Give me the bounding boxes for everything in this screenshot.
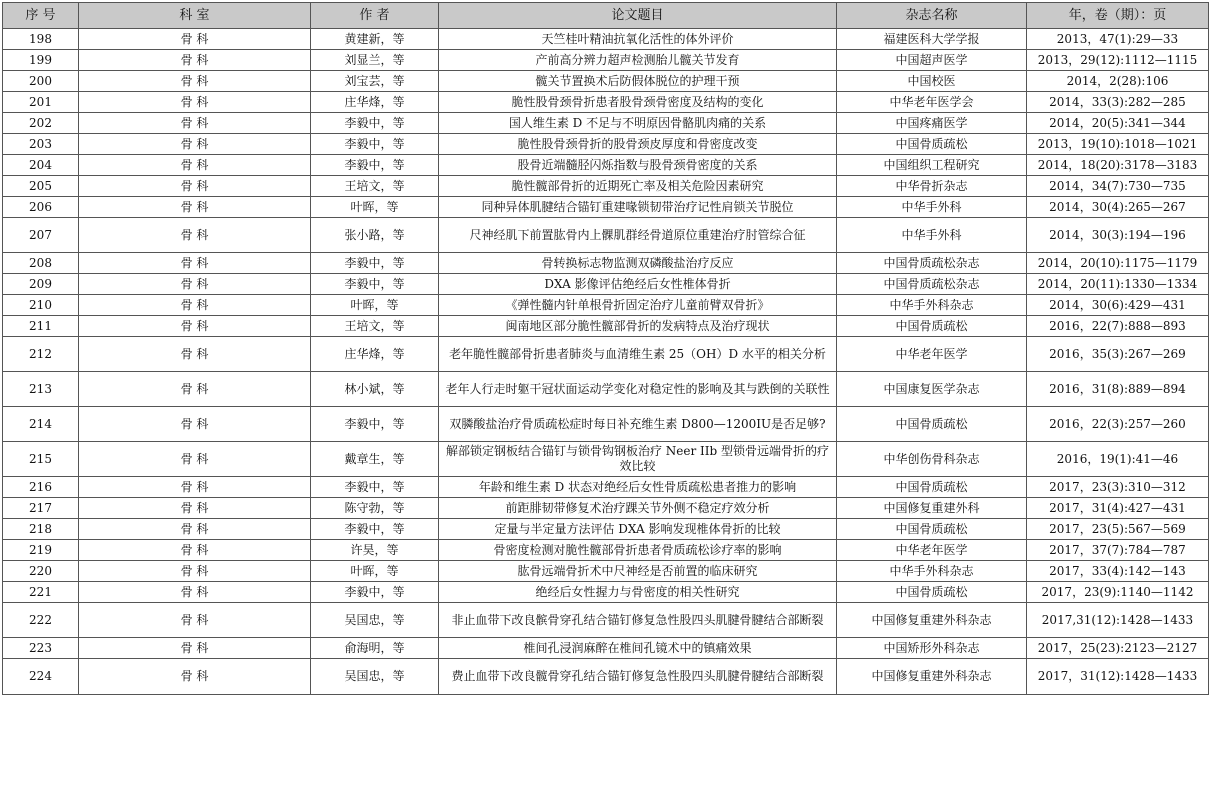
cell-journal: 中华手外科	[837, 197, 1027, 218]
cell-dept: 骨 科	[79, 197, 311, 218]
table-row	[3, 519, 1209, 540]
header-row	[3, 3, 1209, 29]
cell-author: 刘显兰，等	[311, 50, 439, 71]
cell-dept: 骨 科	[79, 442, 311, 477]
cell-journal: 中华老年医学	[837, 337, 1027, 372]
cell-pub: 2016，22(7):888—893	[1027, 316, 1209, 337]
cell-journal: 中国组织工程研究	[837, 155, 1027, 176]
cell-title: DXA 影像评估绝经后女性椎体骨折	[439, 274, 837, 295]
cell-author: 李毅中，等	[311, 113, 439, 134]
cell-journal: 中华手外科杂志	[837, 295, 1027, 316]
cell-pub: 2014，30(4):265—267	[1027, 197, 1209, 218]
cell-seq: 213	[3, 372, 79, 407]
cell-title: 产前高分辨力超声检测胎儿髋关节发育	[439, 50, 837, 71]
cell-pub: 2014，20(10):1175—1179	[1027, 253, 1209, 274]
cell-dept: 骨 科	[79, 477, 311, 498]
header-seq: 序 号	[3, 3, 79, 29]
cell-title: 尺神经肌下前置肱骨内上髁肌群经骨道原位重建治疗肘管综合征	[439, 218, 837, 253]
cell-journal: 中国超声医学	[837, 50, 1027, 71]
cell-journal: 中国骨质疏松	[837, 316, 1027, 337]
cell-title: 闽南地区部分脆性髋部骨折的发病特点及治疗现状	[439, 316, 837, 337]
cell-journal: 中华手外科杂志	[837, 561, 1027, 582]
cell-dept: 骨 科	[79, 176, 311, 197]
cell-seq: 209	[3, 274, 79, 295]
cell-dept: 骨 科	[79, 316, 311, 337]
header-journal: 杂志名称	[837, 3, 1027, 29]
table-row	[3, 561, 1209, 582]
cell-seq: 221	[3, 582, 79, 603]
cell-journal: 中国骨质疏松	[837, 477, 1027, 498]
cell-title: 椎间孔浸润麻醉在椎间孔镜术中的镇痛效果	[439, 638, 837, 659]
cell-author: 刘宝芸，等	[311, 71, 439, 92]
cell-title: 国人维生素 D 不足与不明原因骨骼肌肉痛的关系	[439, 113, 837, 134]
cell-dept: 骨 科	[79, 540, 311, 561]
table-header	[3, 3, 1209, 29]
cell-dept: 骨 科	[79, 638, 311, 659]
table-row	[3, 197, 1209, 218]
cell-seq: 206	[3, 197, 79, 218]
cell-pub: 2017，23(9):1140—1142	[1027, 582, 1209, 603]
cell-title: 脆性髋部骨折的近期死亡率及相关危险因素研究	[439, 176, 837, 197]
cell-author: 许昊，等	[311, 540, 439, 561]
cell-seq: 202	[3, 113, 79, 134]
cell-journal: 福建医科大学学报	[837, 29, 1027, 50]
cell-dept: 骨 科	[79, 498, 311, 519]
cell-author: 黄建新，等	[311, 29, 439, 50]
cell-seq: 211	[3, 316, 79, 337]
cell-journal: 中国修复重建外科	[837, 498, 1027, 519]
cell-title: 骨转换标志物监测双磷酸盐治疗反应	[439, 253, 837, 274]
cell-dept: 骨 科	[79, 253, 311, 274]
cell-dept: 骨 科	[79, 582, 311, 603]
cell-dept: 骨 科	[79, 337, 311, 372]
table-row	[3, 71, 1209, 92]
cell-author: 张小路，等	[311, 218, 439, 253]
cell-journal: 中国骨质疏松杂志	[837, 274, 1027, 295]
cell-author: 李毅中，等	[311, 407, 439, 442]
cell-author: 吴国忠，等	[311, 603, 439, 638]
cell-title: 肱骨远端骨折术中尺神经是否前置的临床研究	[439, 561, 837, 582]
cell-journal: 中华老年医学	[837, 540, 1027, 561]
cell-seq: 224	[3, 659, 79, 695]
table-row	[3, 638, 1209, 659]
cell-title: 双膦酸盐治疗骨质疏松症时每日补充维生素 D800—1200IU是否足够?	[439, 407, 837, 442]
cell-pub: 2016，19(1):41—46	[1027, 442, 1209, 477]
cell-seq: 210	[3, 295, 79, 316]
cell-title: 老年脆性髋部骨折患者肺炎与血清维生素 25（OH）D 水平的相关分析	[439, 337, 837, 372]
cell-pub: 2016，31(8):889—894	[1027, 372, 1209, 407]
table-row	[3, 274, 1209, 295]
cell-pub: 2014，18(20):3178—3183	[1027, 155, 1209, 176]
table-row	[3, 316, 1209, 337]
cell-seq: 222	[3, 603, 79, 638]
table-row	[3, 540, 1209, 561]
cell-author: 李毅中，等	[311, 134, 439, 155]
cell-dept: 骨 科	[79, 519, 311, 540]
cell-dept: 骨 科	[79, 603, 311, 638]
table-row	[3, 603, 1209, 638]
table-row	[3, 50, 1209, 71]
cell-pub: 2013，19(10):1018—1021	[1027, 134, 1209, 155]
cell-pub: 2014，2(28):106	[1027, 71, 1209, 92]
table-body	[3, 29, 1209, 695]
cell-author: 王培文，等	[311, 176, 439, 197]
cell-title: 老年人行走时躯干冠状面运动学变化对稳定性的影响及其与跌倒的关联性	[439, 372, 837, 407]
cell-title: 解部锁定钢板结合锚钉与锁骨钩钢板治疗 Neer IIb 型锁骨远端骨折的疗效比较	[439, 442, 837, 477]
cell-author: 俞海明，等	[311, 638, 439, 659]
cell-journal: 中国骨质疏松	[837, 582, 1027, 603]
cell-seq: 200	[3, 71, 79, 92]
cell-author: 叶晖，等	[311, 197, 439, 218]
cell-pub: 2017，23(3):310—312	[1027, 477, 1209, 498]
cell-seq: 208	[3, 253, 79, 274]
cell-title: 同种异体肌腱结合锚钉重建喙锁韧带治疗记性肩锁关节脱位	[439, 197, 837, 218]
table-row	[3, 218, 1209, 253]
cell-dept: 骨 科	[79, 295, 311, 316]
cell-title: 《弹性髓内针单根骨折固定治疗儿童前臂双骨折》	[439, 295, 837, 316]
cell-dept: 骨 科	[79, 274, 311, 295]
cell-dept: 骨 科	[79, 155, 311, 176]
cell-journal: 中国修复重建外科杂志	[837, 603, 1027, 638]
cell-journal: 中国康复医学杂志	[837, 372, 1027, 407]
header-pub: 年，卷（期）：页	[1027, 3, 1209, 29]
table-row	[3, 134, 1209, 155]
cell-seq: 216	[3, 477, 79, 498]
cell-author: 叶晖，等	[311, 561, 439, 582]
cell-journal: 中国骨质疏松杂志	[837, 253, 1027, 274]
cell-seq: 205	[3, 176, 79, 197]
cell-dept: 骨 科	[79, 407, 311, 442]
cell-title: 天竺桂叶精油抗氧化活性的体外评价	[439, 29, 837, 50]
cell-author: 庄华烽，等	[311, 92, 439, 113]
cell-author: 吴国忠，等	[311, 659, 439, 695]
cell-pub: 2017，37(7):784—787	[1027, 540, 1209, 561]
cell-journal: 中国矫形外科杂志	[837, 638, 1027, 659]
cell-journal: 中国骨质疏松	[837, 407, 1027, 442]
table-row	[3, 176, 1209, 197]
cell-title: 脆性股骨颈骨折患者股骨颈骨密度及结构的变化	[439, 92, 837, 113]
cell-title: 非止血带下改良髌骨穿孔结合锚钉修复急性股四头肌腱骨腱结合部断裂	[439, 603, 837, 638]
cell-dept: 骨 科	[79, 372, 311, 407]
cell-pub: 2013，47(1):29—33	[1027, 29, 1209, 50]
cell-pub: 2017，31(4):427—431	[1027, 498, 1209, 519]
cell-title: 费止血带下改良髋骨穿孔结合锚钉修复急性股四头肌腱骨腱结合部断裂	[439, 659, 837, 695]
cell-journal: 中国校医	[837, 71, 1027, 92]
cell-pub: 2014，20(11):1330—1334	[1027, 274, 1209, 295]
cell-seq: 218	[3, 519, 79, 540]
cell-seq: 214	[3, 407, 79, 442]
cell-seq: 212	[3, 337, 79, 372]
cell-author: 李毅中，等	[311, 519, 439, 540]
cell-pub: 2014，20(5):341—344	[1027, 113, 1209, 134]
table-row	[3, 253, 1209, 274]
cell-dept: 骨 科	[79, 134, 311, 155]
cell-seq: 215	[3, 442, 79, 477]
publication-table	[2, 2, 1209, 695]
table-row	[3, 659, 1209, 695]
cell-pub: 2016，22(3):257—260	[1027, 407, 1209, 442]
cell-pub: 2017，31(12):1428—1433	[1027, 659, 1209, 695]
cell-journal: 中华骨折杂志	[837, 176, 1027, 197]
cell-journal: 中国骨质疏松	[837, 519, 1027, 540]
table-row	[3, 442, 1209, 477]
cell-author: 李毅中，等	[311, 582, 439, 603]
table-row	[3, 337, 1209, 372]
cell-dept: 骨 科	[79, 561, 311, 582]
cell-seq: 198	[3, 29, 79, 50]
cell-seq: 203	[3, 134, 79, 155]
table-row	[3, 498, 1209, 519]
cell-pub: 2017,31(12):1428—1433	[1027, 603, 1209, 638]
cell-title: 髋关节置换术后防假体脱位的护理干预	[439, 71, 837, 92]
cell-dept: 骨 科	[79, 50, 311, 71]
table-row	[3, 155, 1209, 176]
table-row	[3, 582, 1209, 603]
header-title: 论文题目	[439, 3, 837, 29]
cell-title: 骨密度检测对脆性髋部骨折患者骨质疏松诊疗率的影响	[439, 540, 837, 561]
header-dept: 科 室	[79, 3, 311, 29]
cell-title: 年龄和维生素 D 状态对绝经后女性骨质疏松患者推力的影响	[439, 477, 837, 498]
table-row	[3, 295, 1209, 316]
cell-author: 李毅中，等	[311, 274, 439, 295]
cell-author: 李毅中，等	[311, 253, 439, 274]
cell-author: 叶晖，等	[311, 295, 439, 316]
cell-title: 定量与半定量方法评估 DXA 影响发现椎体骨折的比较	[439, 519, 837, 540]
cell-pub: 2014，33(3):282—285	[1027, 92, 1209, 113]
cell-title: 脆性股骨颈骨折的股骨颈皮厚度和骨密度改变	[439, 134, 837, 155]
cell-seq: 204	[3, 155, 79, 176]
cell-pub: 2017，23(5):567—569	[1027, 519, 1209, 540]
cell-title: 前距腓韧带修复术治疗踝关节外侧不稳定疗效分析	[439, 498, 837, 519]
cell-pub: 2017，25(23):2123—2127	[1027, 638, 1209, 659]
cell-title: 绝经后女性握力与骨密度的相关性研究	[439, 582, 837, 603]
cell-seq: 223	[3, 638, 79, 659]
cell-dept: 骨 科	[79, 92, 311, 113]
table-row	[3, 407, 1209, 442]
table-row	[3, 113, 1209, 134]
cell-dept: 骨 科	[79, 71, 311, 92]
cell-journal: 中国骨质疏松	[837, 134, 1027, 155]
cell-author: 林小斌，等	[311, 372, 439, 407]
cell-title: 股骨近端髓胫闪烁指数与股骨颈骨密度的关系	[439, 155, 837, 176]
cell-seq: 207	[3, 218, 79, 253]
cell-author: 李毅中，等	[311, 155, 439, 176]
cell-pub: 2017，33(4):142—143	[1027, 561, 1209, 582]
cell-journal: 中国疼痛医学	[837, 113, 1027, 134]
table-row	[3, 92, 1209, 113]
cell-journal: 中华创伤骨科杂志	[837, 442, 1027, 477]
cell-author: 陈守勃，等	[311, 498, 439, 519]
cell-pub: 2016，35(3):267—269	[1027, 337, 1209, 372]
cell-journal: 中国修复重建外科杂志	[837, 659, 1027, 695]
cell-pub: 2014，30(6):429—431	[1027, 295, 1209, 316]
cell-dept: 骨 科	[79, 218, 311, 253]
cell-author: 庄华烽，等	[311, 337, 439, 372]
cell-seq: 217	[3, 498, 79, 519]
cell-journal: 中华老年医学会	[837, 92, 1027, 113]
table-row	[3, 372, 1209, 407]
cell-journal: 中华手外科	[837, 218, 1027, 253]
cell-author: 李毅中，等	[311, 477, 439, 498]
cell-dept: 骨 科	[79, 29, 311, 50]
cell-seq: 219	[3, 540, 79, 561]
cell-seq: 199	[3, 50, 79, 71]
cell-pub: 2014，34(7):730—735	[1027, 176, 1209, 197]
cell-author: 王培文，等	[311, 316, 439, 337]
cell-pub: 2013，29(12):1112—1115	[1027, 50, 1209, 71]
table-row	[3, 477, 1209, 498]
cell-seq: 220	[3, 561, 79, 582]
cell-pub: 2014，30(3):194—196	[1027, 218, 1209, 253]
cell-dept: 骨 科	[79, 659, 311, 695]
header-author: 作 者	[311, 3, 439, 29]
table-row	[3, 29, 1209, 50]
cell-dept: 骨 科	[79, 113, 311, 134]
cell-author: 戴章生，等	[311, 442, 439, 477]
cell-seq: 201	[3, 92, 79, 113]
